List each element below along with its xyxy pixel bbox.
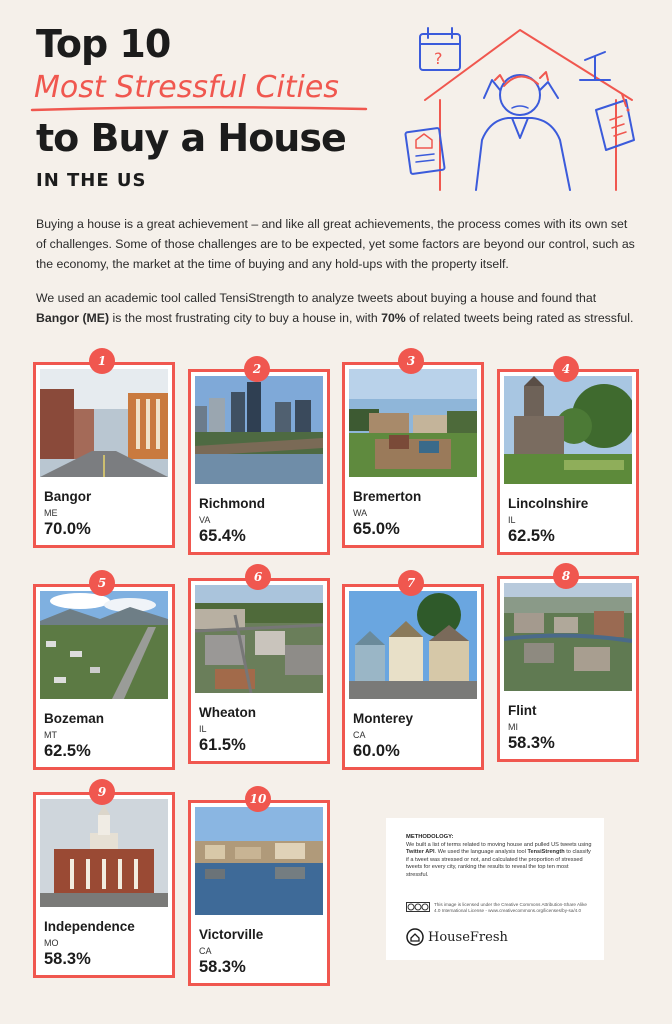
methodology-heading: METHODOLOGY: — [406, 834, 454, 840]
city-card-2 — [188, 369, 330, 555]
stressed-homebuyer-illustration — [400, 20, 650, 200]
intro-text-c: is the most frustrating city to buy a house in, with — [109, 311, 382, 325]
city-state: MI — [508, 722, 518, 732]
city-state: ME — [44, 508, 58, 518]
city-stress-pct: 58.3% — [199, 958, 246, 976]
rank-badge-5: 5 — [89, 570, 115, 596]
rank-badge-9: 9 — [89, 779, 115, 805]
intro-text-e: of related tweets being rated as stressful. — [405, 311, 634, 325]
city-state: CA — [199, 946, 212, 956]
intro-text-a: We used an academic tool called TensiStrength to analyze tweets about buying a house and found that — [36, 291, 597, 305]
city-name: Richmond — [199, 496, 265, 511]
city-name: Wheaton — [199, 705, 256, 720]
license-text: This image is licensed under the Creative Commons Attribution-Share Alike 4.0 International License - www.creativecommons.org/licenses/by-sa/4.0 — [434, 902, 587, 913]
city-name: Lincolnshire — [508, 496, 589, 511]
city-stress-pct: 61.5% — [199, 736, 246, 754]
city-photo-bozeman — [40, 591, 168, 699]
methodology-text-a: We built a list of terms related to moving house and pulled US tweets using — [406, 842, 592, 848]
city-photo-independence — [40, 799, 168, 907]
title-line-3: to Buy a House — [36, 116, 346, 160]
city-photo-bremerton — [349, 369, 477, 477]
city-state: VA — [199, 515, 211, 525]
rank-badge-3: 3 — [398, 348, 424, 374]
city-name: Independence — [44, 919, 135, 934]
methodology-text-b: Twitter API — [406, 849, 435, 856]
city-name: Victorville — [199, 927, 264, 942]
methodology-text-e: to classify if a tweet was stressed or not, and calculated the proportion of stressed tweets for every city, ranking the results to reveal the top ten most stressful. — [406, 849, 591, 878]
housefresh-logo — [406, 928, 508, 946]
svg-text:?: ? — [434, 49, 443, 68]
intro-highlight-city: Bangor (ME) — [36, 311, 110, 325]
city-stress-pct: 58.3% — [508, 734, 555, 752]
intro-highlight-pct: 70% — [381, 311, 406, 325]
city-photo-wheaton — [195, 585, 323, 693]
city-name: Bozeman — [44, 711, 105, 726]
city-stress-pct: 58.3% — [44, 950, 91, 968]
methodology-text-d: TensiStrength — [527, 849, 565, 856]
title-underline — [30, 104, 370, 114]
rank-badge-8: 8 — [553, 563, 579, 589]
city-state: IL — [199, 724, 207, 734]
methodology-text-c: . We used the language analysis tool — [434, 849, 528, 856]
city-name: Bangor — [44, 489, 92, 504]
rank-badge-2: 2 — [244, 356, 270, 382]
city-card-4 — [497, 369, 639, 555]
title-line-2: Most Stressful Cities — [34, 70, 339, 105]
rank-badge-7: 7 — [398, 570, 424, 596]
city-stress-pct: 70.0% — [44, 520, 91, 538]
rank-badge-6: 6 — [245, 564, 271, 590]
city-stress-pct: 62.5% — [44, 742, 91, 760]
city-photo-monterey — [349, 591, 477, 699]
city-state: CA — [353, 730, 366, 740]
city-state: MT — [44, 730, 57, 740]
city-stress-pct: 62.5% — [508, 527, 555, 545]
city-stress-pct: 65.0% — [353, 520, 400, 538]
intro-paragraph-1: Buying a house is a great achievement – and like all great achievements, the process comes with its own set of challenges. Some of those challenges are to be expected, yet some factors are beyond our control, such as the economy, the market at the time of buying and any hold-ups with the property itself. — [36, 217, 635, 271]
city-photo-victorville — [195, 807, 323, 915]
title-line-4: IN THE US — [36, 170, 147, 191]
rank-badge-10: 10 — [245, 786, 271, 812]
city-name: Bremerton — [353, 489, 422, 504]
title-line-1: Top 10 — [36, 22, 171, 66]
city-card-5 — [33, 584, 175, 770]
city-card-7 — [342, 584, 484, 770]
methodology-text — [406, 842, 592, 879]
housefresh-logo-text: HouseFresh — [428, 929, 508, 945]
city-name: Monterey — [353, 711, 414, 726]
city-state: MO — [44, 938, 59, 948]
city-stress-pct: 60.0% — [353, 742, 400, 760]
housefresh-logo-icon — [406, 928, 424, 946]
city-photo-flint — [504, 583, 632, 691]
rank-badge-1: 1 — [89, 348, 115, 374]
creative-commons-icon — [406, 902, 430, 912]
city-card-9 — [33, 792, 175, 978]
city-card-3 — [342, 362, 484, 548]
city-card-8 — [497, 576, 639, 762]
city-photo-bangor — [40, 369, 168, 477]
rank-badge-4: 4 — [553, 356, 579, 382]
city-stress-pct: 65.4% — [199, 527, 246, 545]
city-card-6 — [188, 578, 330, 764]
city-state: IL — [508, 515, 516, 525]
city-state: WA — [353, 508, 368, 518]
city-photo-richmond — [195, 376, 323, 484]
intro-paragraph-2 — [36, 288, 636, 328]
methodology-box — [386, 818, 604, 960]
city-card-10 — [188, 800, 330, 986]
city-card-1 — [33, 362, 175, 548]
city-name: Flint — [508, 703, 537, 718]
city-photo-lincolnshire — [504, 376, 632, 484]
